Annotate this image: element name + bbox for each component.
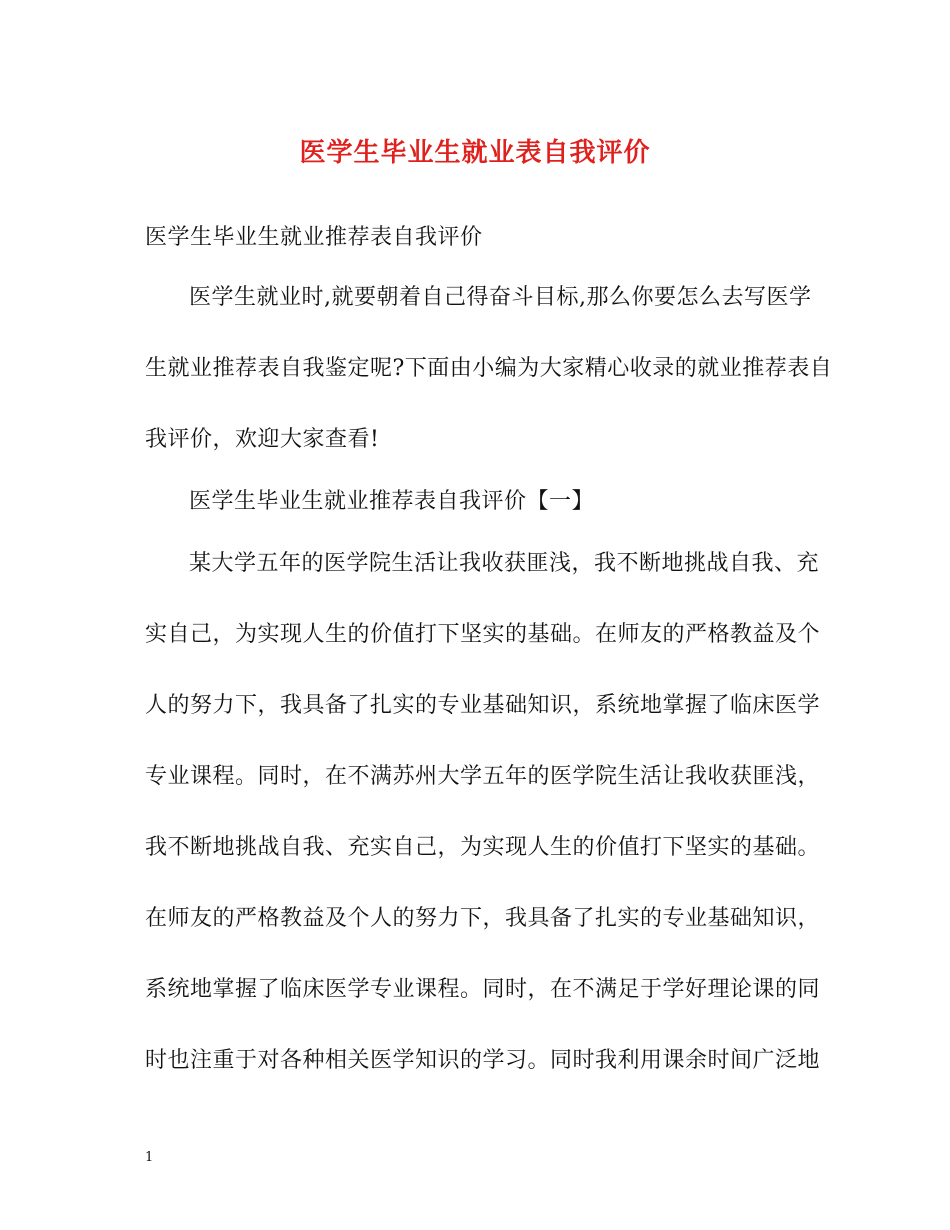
paragraph-line: 医学生就业时,就要朝着自己得奋斗目标,那么你要怎么去写医学 — [189, 285, 812, 310]
document-title: 医学生毕业生就业表自我评价 — [299, 138, 651, 168]
paragraph-line: 专业课程。同时，在不满苏州大学五年的医学院生活让我收获匪浅， — [145, 764, 821, 789]
paragraph-line: 人的努力下，我具备了扎实的专业基础知识，系统地掌握了临床医学 — [145, 693, 821, 718]
paragraph-line: 系统地掌握了临床医学专业课程。同时，在不满足于学好理论课的同 — [145, 977, 821, 1002]
paragraph-line: 我不断地挑战自我、充实自己，为实现人生的价值打下坚实的基础。 — [145, 835, 821, 860]
paragraph-line: 我评价，欢迎大家查看! — [145, 427, 380, 452]
paragraph-line: 某大学五年的医学院生活让我收获匪浅，我不断地挑战自我、充 — [189, 551, 820, 576]
subsection-heading: 医学生毕业生就业推荐表自我评价【一】 — [189, 489, 595, 514]
section-heading: 医学生毕业生就业推荐表自我评价 — [145, 225, 483, 250]
paragraph-line: 实自己，为实现人生的价值打下坚实的基础。在师友的严格教益及个 — [145, 622, 821, 647]
paragraph-line: 生就业推荐表自我鉴定呢?下面由小编为大家精心收录的就业推荐表自 — [145, 356, 833, 381]
page-number: 1 — [145, 1150, 154, 1165]
paragraph-line: 时也注重于对各种相关医学知识的学习。同时我利用课余时间广泛地 — [145, 1048, 821, 1073]
paragraph-line: 在师友的严格教益及个人的努力下，我具备了扎实的专业基础知识， — [145, 906, 821, 931]
